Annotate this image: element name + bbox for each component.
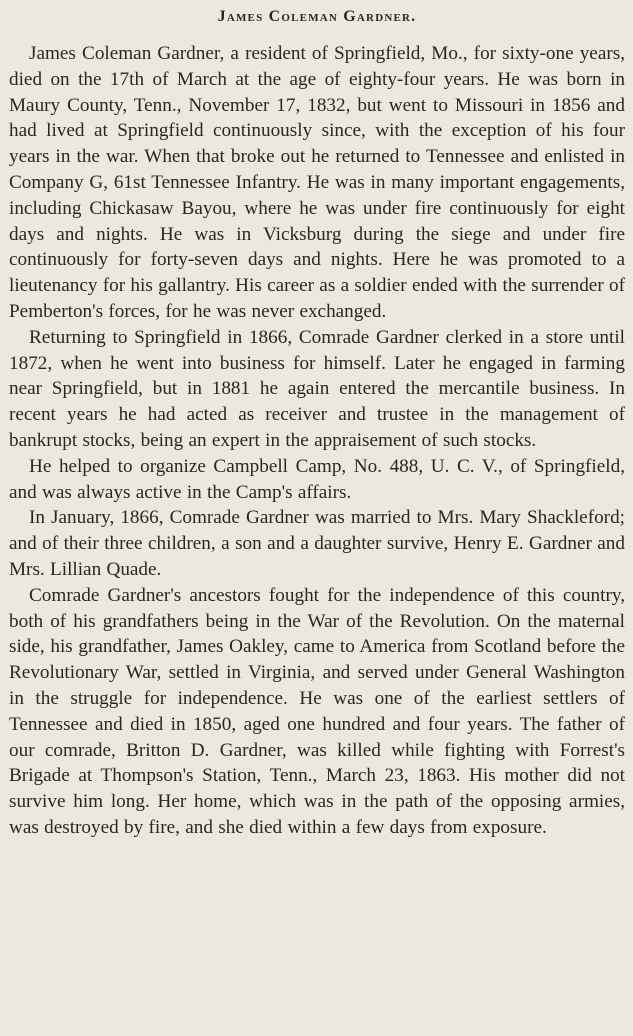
paragraph-2: Returning to Springfield in 1866, Comrade Gardner clerked in a store until 1872, when he went into business for himself. Later he engaged in farming near Springfield, but in 1881 he again entered the mercantile business. In recent years he had acted as receiver and trustee in the management of bankrupt stocks, being an expert in the appraisement of such stocks. <box>9 326 625 451</box>
paragraph-3: He helped to organize Campbell Camp, No. 488, U. C. V., of Springfield, and was always active in the Camp's affairs. <box>9 455 625 503</box>
article-title: James Coleman Gardner. <box>217 8 417 25</box>
paragraph-1: James Coleman Gardner, a resident of Springfield, Mo., for sixty-one years, died on the 17th of March at the age of eighty-four years. He was born in Maury County, Tenn., November 17, 1832, but went to Missouri in 1856 and had lived at Springfield continuously since, with the exception of his four years in the war. When that broke out he returned to Tennessee and enlisted in Company G, 61st Tennessee Infantry. He was in many important engagements, including Chickasaw Bayou, where he was under fire continuously for eight days and nights. He was in Vicksburg during the siege and under fire continuously for forty-seven days and nights. Here he was promoted to a lieutenancy for his gallantry. His career as a soldier ended with the surrender of Pemberton's forces, for he was never exchanged. <box>9 43 625 322</box>
paragraph-4: In January, 1866, Comrade Gardner was married to Mrs. Mary Shackleford; and of their three children, a son and a daughter survive, Henry E. Gardner and Mrs. Lillian Quade. <box>9 507 625 580</box>
paragraph-5: Comrade Gardner's ancestors fought for the independence of this country, both of his grandfathers being in the War of the Revolution. On the maternal side, his grandfather, James Oakley, came to America from Scotland before the Revolutionary War, settled in Virginia, and served under General Washington in the struggle for independence. He was one of the earliest settlers of Tennessee and died in 1850, aged one hundred and four years. The father of our comrade, Britton D. Gardner, was killed while fighting with Forrest's Brigade at Thompson's Station, Tenn., March 23, 1863. His mother did not survive him long. Her home, which was in the path of the opposing armies, was destroyed by fire, and she died within a few days from exposure. <box>9 584 625 838</box>
